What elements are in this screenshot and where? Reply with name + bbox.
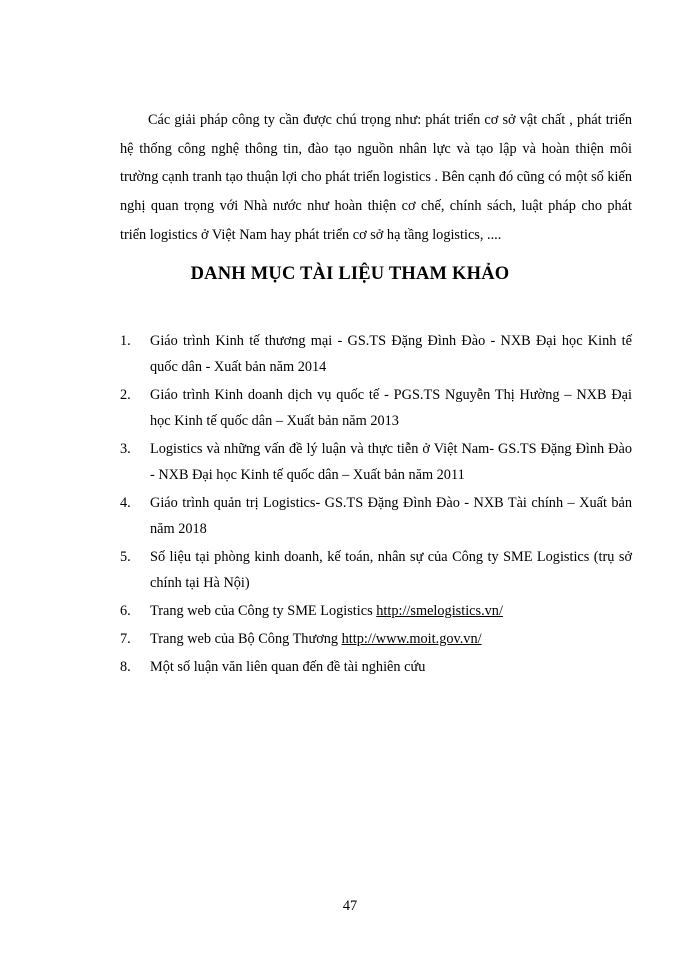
reference-item bbox=[120, 654, 632, 680]
reference-number: 3. bbox=[120, 441, 131, 457]
reference-number: 6. bbox=[120, 603, 131, 619]
reference-text: Số liệu tại phòng kinh doanh, kế toán, nhân sự của Công ty SME Logistics (trụ sở chính tại Hà Nội) bbox=[150, 549, 632, 591]
reference-text: Giáo trình quản trị Logistics- GS.TS Đặng Đình Đào - NXB Tài chính – Xuất bản năm 2018 bbox=[150, 495, 632, 537]
reference-item bbox=[120, 436, 632, 488]
reference-number: 8. bbox=[120, 659, 131, 675]
reference-text: Giáo trình Kinh doanh dịch vụ quốc tế - PGS.TS Nguyễn Thị Hường – NXB Đại học Kinh tế quốc dân – Xuất bản năm 2013 bbox=[150, 387, 632, 429]
reference-text: Trang web của Bộ Công Thương bbox=[150, 631, 342, 647]
reference-number: 7. bbox=[120, 631, 131, 647]
reference-number: 5. bbox=[120, 549, 131, 565]
reference-item bbox=[120, 490, 632, 542]
reference-text: Giáo trình Kinh tế thương mại - GS.TS Đặng Đình Đào - NXB Đại học Kinh tế quốc dân - Xuất bản năm 2014 bbox=[150, 333, 632, 375]
reference-text: Trang web của Công ty SME Logistics bbox=[150, 603, 377, 619]
references-list bbox=[120, 328, 632, 682]
reference-text-with-link bbox=[150, 626, 632, 652]
moit-link[interactable]: http://www.moit.gov.vn/ bbox=[341, 631, 482, 647]
reference-item bbox=[120, 544, 632, 596]
reference-number: 4. bbox=[120, 495, 131, 511]
sme-logistics-link[interactable]: http://smelogistics.vn/ bbox=[376, 603, 503, 619]
reference-item bbox=[120, 598, 632, 624]
references-heading: DANH MỤC TÀI LIỆU THAM KHẢO bbox=[190, 264, 510, 284]
reference-text-with-link bbox=[150, 598, 632, 624]
reference-item bbox=[120, 382, 632, 434]
conclusion-paragraph bbox=[120, 106, 632, 250]
reference-item bbox=[120, 626, 632, 652]
reference-number: 2. bbox=[120, 387, 131, 403]
reference-text: Một số luận văn liên quan đến đề tài nghiên cứu bbox=[150, 659, 426, 675]
reference-text: Logistics và những vấn đề lý luận và thực tiễn ở Việt Nam- GS.TS Đặng Đình Đào - NXB Đại học Kinh tế quốc dân – Xuất bản năm 2011 bbox=[150, 441, 632, 483]
conclusion-paragraph-text: Các giải pháp công ty cần được chú trọng như: phát triển cơ sở vật chất , phát triển hệ thống công nghệ thông tin, đào tạo nguồn nhân lực và tạo lập và hoàn thiện môi trường cạnh tranh tạo thuận lợi cho phát triển logistics . Bên cạnh đó cũng có một số kiến nghị quan trọng với Nhà nước như hoàn thiện cơ chế, chính sách, luật pháp cho phát triển logistics ở Việt Nam hay phát triển cơ sở hạ tầng logistics, .... bbox=[120, 112, 632, 243]
page-number: 47 bbox=[342, 898, 358, 914]
reference-number: 1. bbox=[120, 333, 131, 349]
reference-item bbox=[120, 328, 632, 380]
